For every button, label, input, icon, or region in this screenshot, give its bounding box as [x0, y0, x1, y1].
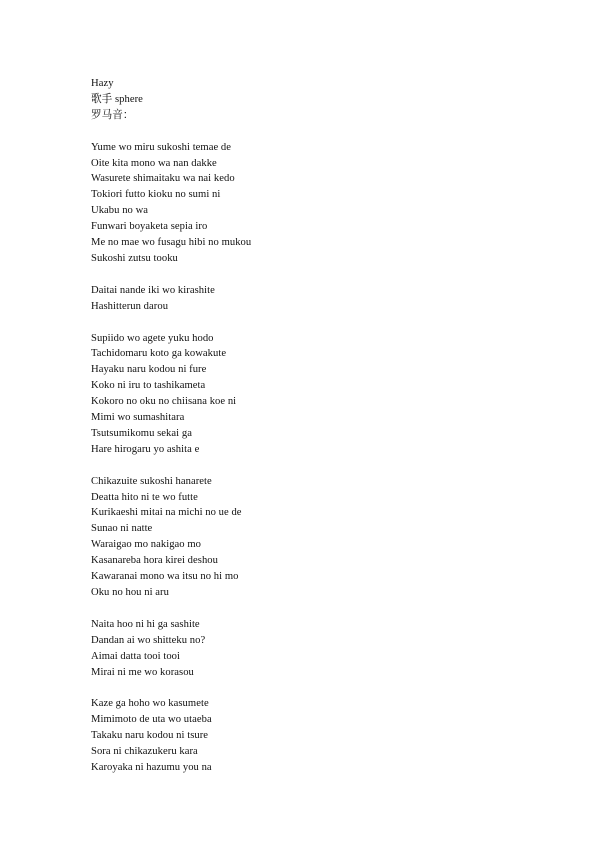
stanza-divider [91, 680, 551, 696]
stanza-6 [91, 696, 551, 775]
lyric-line: Tsutsumikomu sekai ga [91, 427, 192, 439]
lyric-line: Deatta hito ni te wo futte [91, 491, 198, 503]
lyric-line: Kurikaeshi mitai na michi no ue de [91, 507, 242, 519]
lyric-line: Chikazuite sukoshi hanarete [91, 475, 212, 487]
lyric-line: Sunao ni natte [91, 523, 153, 535]
lyric-line: Tokiori futto kioku no sumi ni [91, 189, 221, 201]
lyric-line: Takaku naru kodou ni tsure [91, 730, 209, 742]
stanza-5 [91, 617, 551, 681]
lyric-line: Mirai ni me wo korasou [91, 666, 194, 678]
stanza-4 [91, 474, 551, 601]
lyric-line: Tachidomaru koto ga kowakute [91, 348, 227, 360]
lyric-line: Kokoro no oku no chiisana koe ni [91, 396, 237, 408]
lyric-line: Naita hoo ni hi ga sashite [91, 618, 200, 630]
lyric-line: Sukoshi zutsu tooku [91, 252, 178, 264]
lyric-line: Daitai nande iki wo kirashite [91, 284, 215, 296]
stanza-divider [91, 601, 551, 617]
lyric-line: Mimimoto de uta wo utaeba [91, 714, 212, 726]
lyric-line: Kaze ga hoho wo kasumete [91, 698, 209, 710]
lyric-line: Koko ni iru to tashikameta [91, 380, 206, 392]
song-title: Hazy [91, 78, 114, 89]
stanza-divider [91, 124, 551, 140]
stanza-divider [91, 315, 551, 331]
lyric-line: Hashitterun darou [91, 300, 169, 312]
lyric-line: Wasurete shimaitaku wa nai kedo [91, 173, 235, 185]
singer-line: 歌手 sphere [91, 93, 143, 105]
lyric-line: Oku no hou ni aru [91, 586, 169, 598]
stanza-1 [91, 140, 551, 267]
lyric-line: Sora ni chikazukeru kara [91, 746, 198, 758]
lyric-line: Kasanareba hora kirei deshou [91, 555, 218, 567]
lyric-line: Ukabu no wa [91, 205, 149, 217]
stanza-divider [91, 458, 551, 474]
stanza-divider [91, 267, 551, 283]
lyric-line: Hayaku naru kodou ni fure [91, 364, 207, 376]
lyric-line: Kawaranai mono wa itsu no hi mo [91, 571, 239, 583]
lyric-line: Karoyaka ni hazumu you na [91, 761, 212, 773]
lyric-line: Mimi wo sumashitara [91, 412, 185, 424]
lyric-line: Yume wo miru sukoshi temae de [91, 141, 232, 153]
lyric-line: Supiido wo agete yuku hodo [91, 332, 214, 344]
lyric-line: Me no mae wo fusagu hibi no mukou [91, 237, 252, 249]
lyric-line: Hare hirogaru yo ashita e [91, 443, 200, 455]
stanza-2 [91, 283, 551, 315]
romaji-label: 罗马音： [91, 109, 134, 121]
lyric-line: Dandan ai wo shitteku no? [91, 634, 206, 646]
lyric-line: Oite kita mono wa nan dakke [91, 157, 217, 169]
lyric-line: Waraigao mo nakigao mo [91, 539, 201, 551]
document-header [91, 76, 551, 124]
lyric-line: Aimai datta tooi tooi [91, 650, 181, 662]
stanza-3 [91, 331, 551, 458]
lyrics-document [91, 76, 551, 776]
lyric-line: Funwari boyaketa sepia iro [91, 221, 208, 233]
